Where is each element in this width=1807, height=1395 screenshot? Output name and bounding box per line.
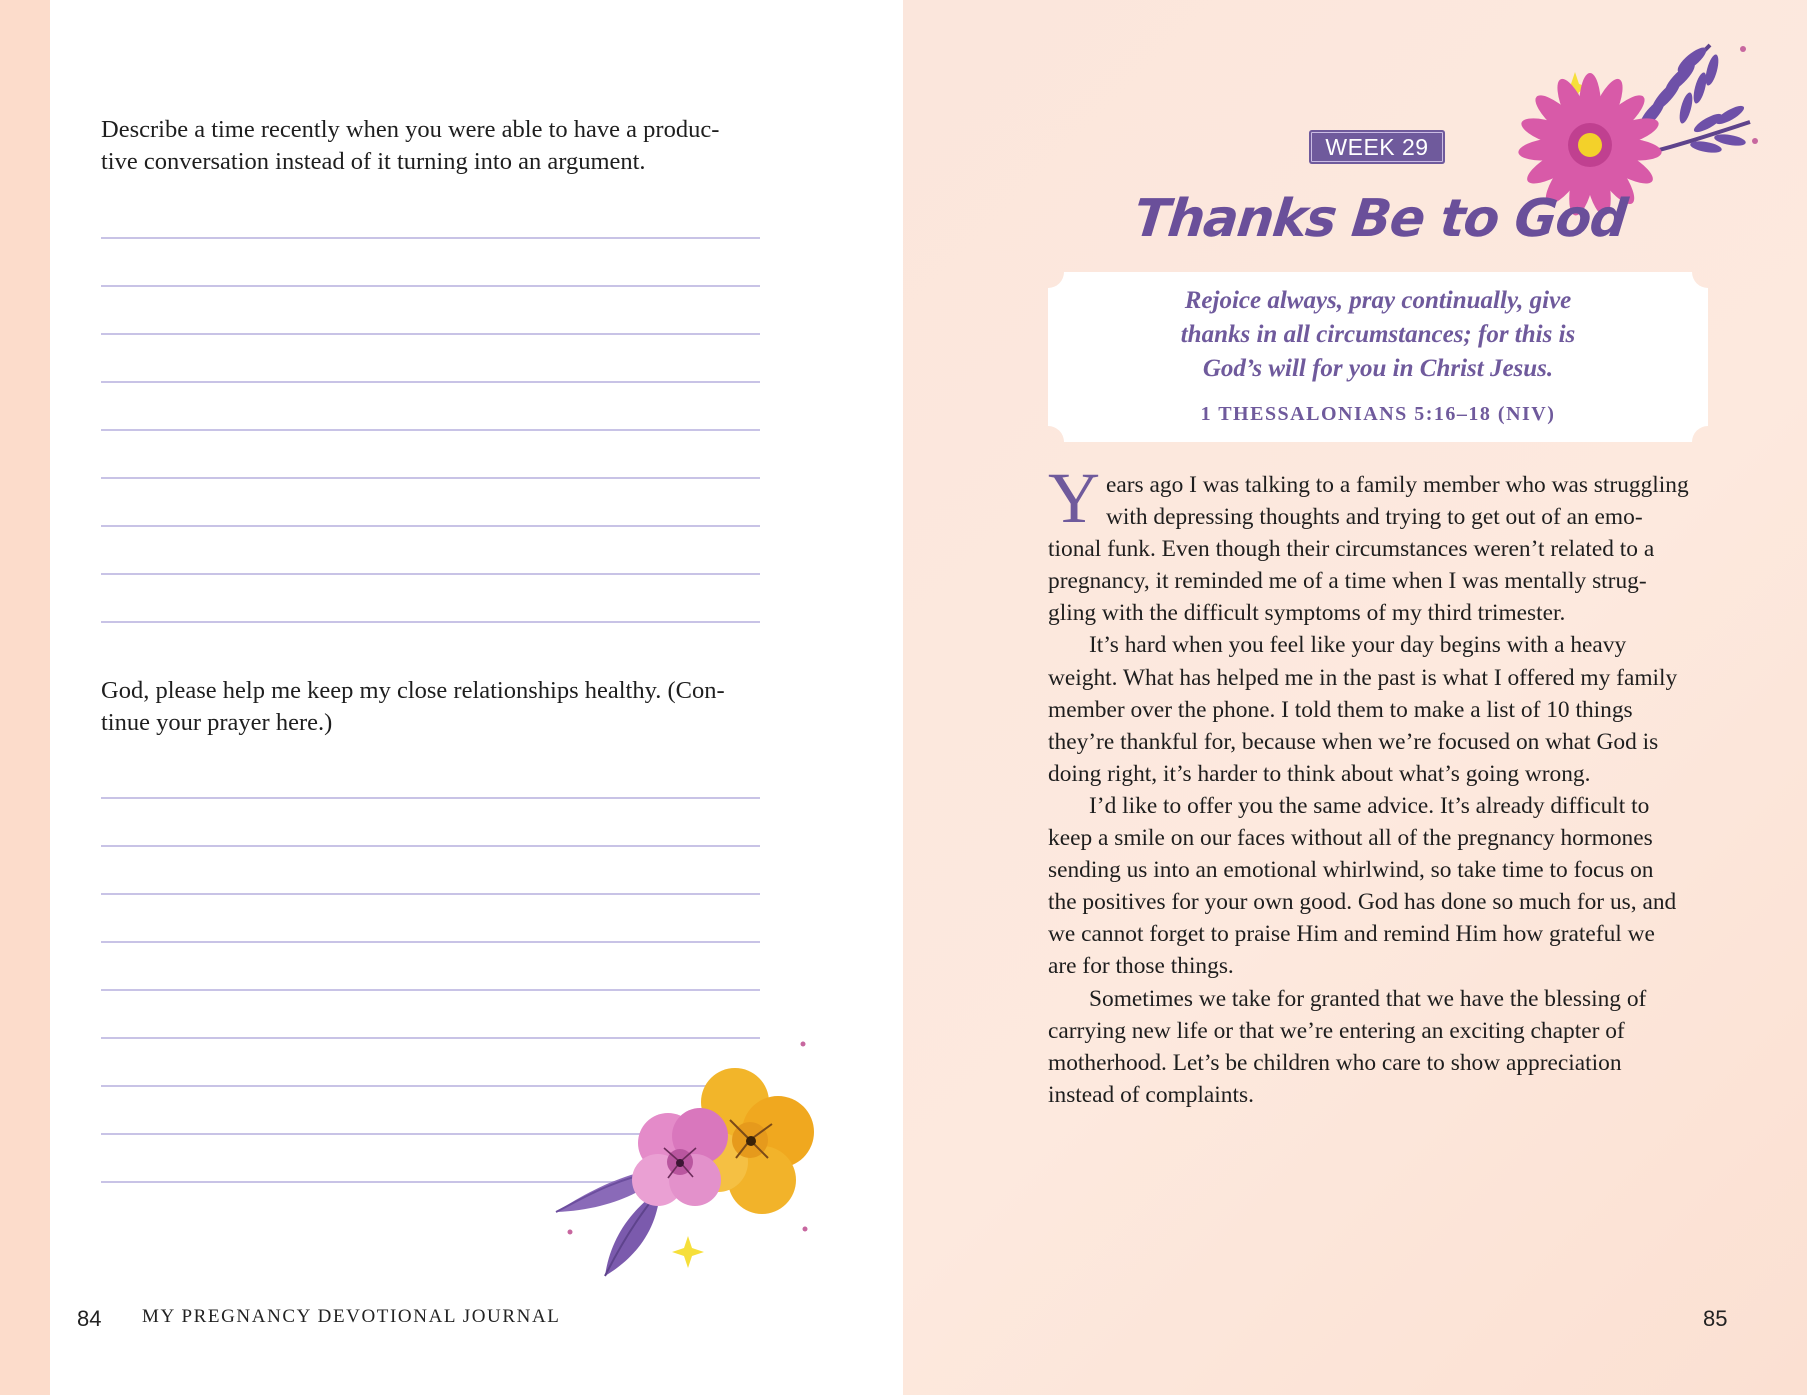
writing-line <box>101 893 760 895</box>
scripture-verse: Rejoice always, pray continually, give thanks in all circumstances; for this is God’s will for you in Christ Jesus. <box>1180 287 1576 382</box>
journal-prompt-1: Describe a time recently when you were able to have a produc- tive conversation instead of it turning into an argument. <box>101 116 720 175</box>
writing-line <box>101 573 760 575</box>
body-paragraph: It’s hard when you feel like your day begins with a heavy weight. What has helped me in the past is what I offered my family member over the phone. I told them to make a list of 10 things they’re thankful for, because when we’re focused on what God is doing right, it’s harder to think about what’s going wrong. <box>1048 632 1678 787</box>
writing-line <box>101 381 760 383</box>
page-number-left: 84 <box>77 1306 102 1331</box>
pansy-flower-illustration <box>550 1040 850 1285</box>
writing-line <box>101 333 760 335</box>
writing-line <box>101 429 760 431</box>
book-edge <box>0 0 50 1395</box>
running-head: MY PREGNANCY DEVOTIONAL JOURNAL <box>142 1306 561 1327</box>
writing-line <box>101 477 760 479</box>
drop-cap: Y <box>1048 458 1100 538</box>
week-badge: WEEK 29 <box>1309 130 1445 164</box>
writing-line <box>101 989 760 991</box>
body-paragraph: Years ago I was talking to a family member who was struggling with depressing thoughts and trying to get out of an emo- tional funk. Even though their circumstances weren’t related to a pregnancy, it reminded me of a time when I was mentally strug- gling with the difficult symptoms of my third trimester. <box>1048 458 1689 627</box>
writing-line <box>101 797 760 799</box>
writing-line <box>101 237 760 239</box>
devotional-body <box>1048 458 1713 1111</box>
body-paragraph: Sometimes we take for granted that we have the blessing of carrying new life or that we’re entering an exciting chapter of motherhood. Let’s be children who care to show appreciation instead of complaints. <box>1048 985 1647 1108</box>
writing-line <box>101 941 760 943</box>
scripture-reference: 1 THESSALONIANS 5:16–18 (NIV) <box>1200 403 1556 425</box>
writing-line <box>101 1037 760 1039</box>
writing-line <box>101 525 760 527</box>
journal-prompt-2: God, please help me keep my close relationships healthy. (Con- tinue your prayer here.) <box>101 677 725 736</box>
writing-line <box>101 845 760 847</box>
devotional-title: Thanks Be to God <box>1131 189 1629 249</box>
writing-line <box>101 285 760 287</box>
writing-line <box>101 621 760 623</box>
body-paragraph: I’d like to offer you the same advice. It’s already difficult to keep a smile on our faces without all of the pregnancy hormones sending us into an emotional whirlwind, so take time to focus on the positives for your own good. God has done so much for us, and we cannot forget to praise Him and remind Him how grateful we are for those things. <box>1048 792 1677 980</box>
page-number-right: 85 <box>1703 1306 1728 1331</box>
